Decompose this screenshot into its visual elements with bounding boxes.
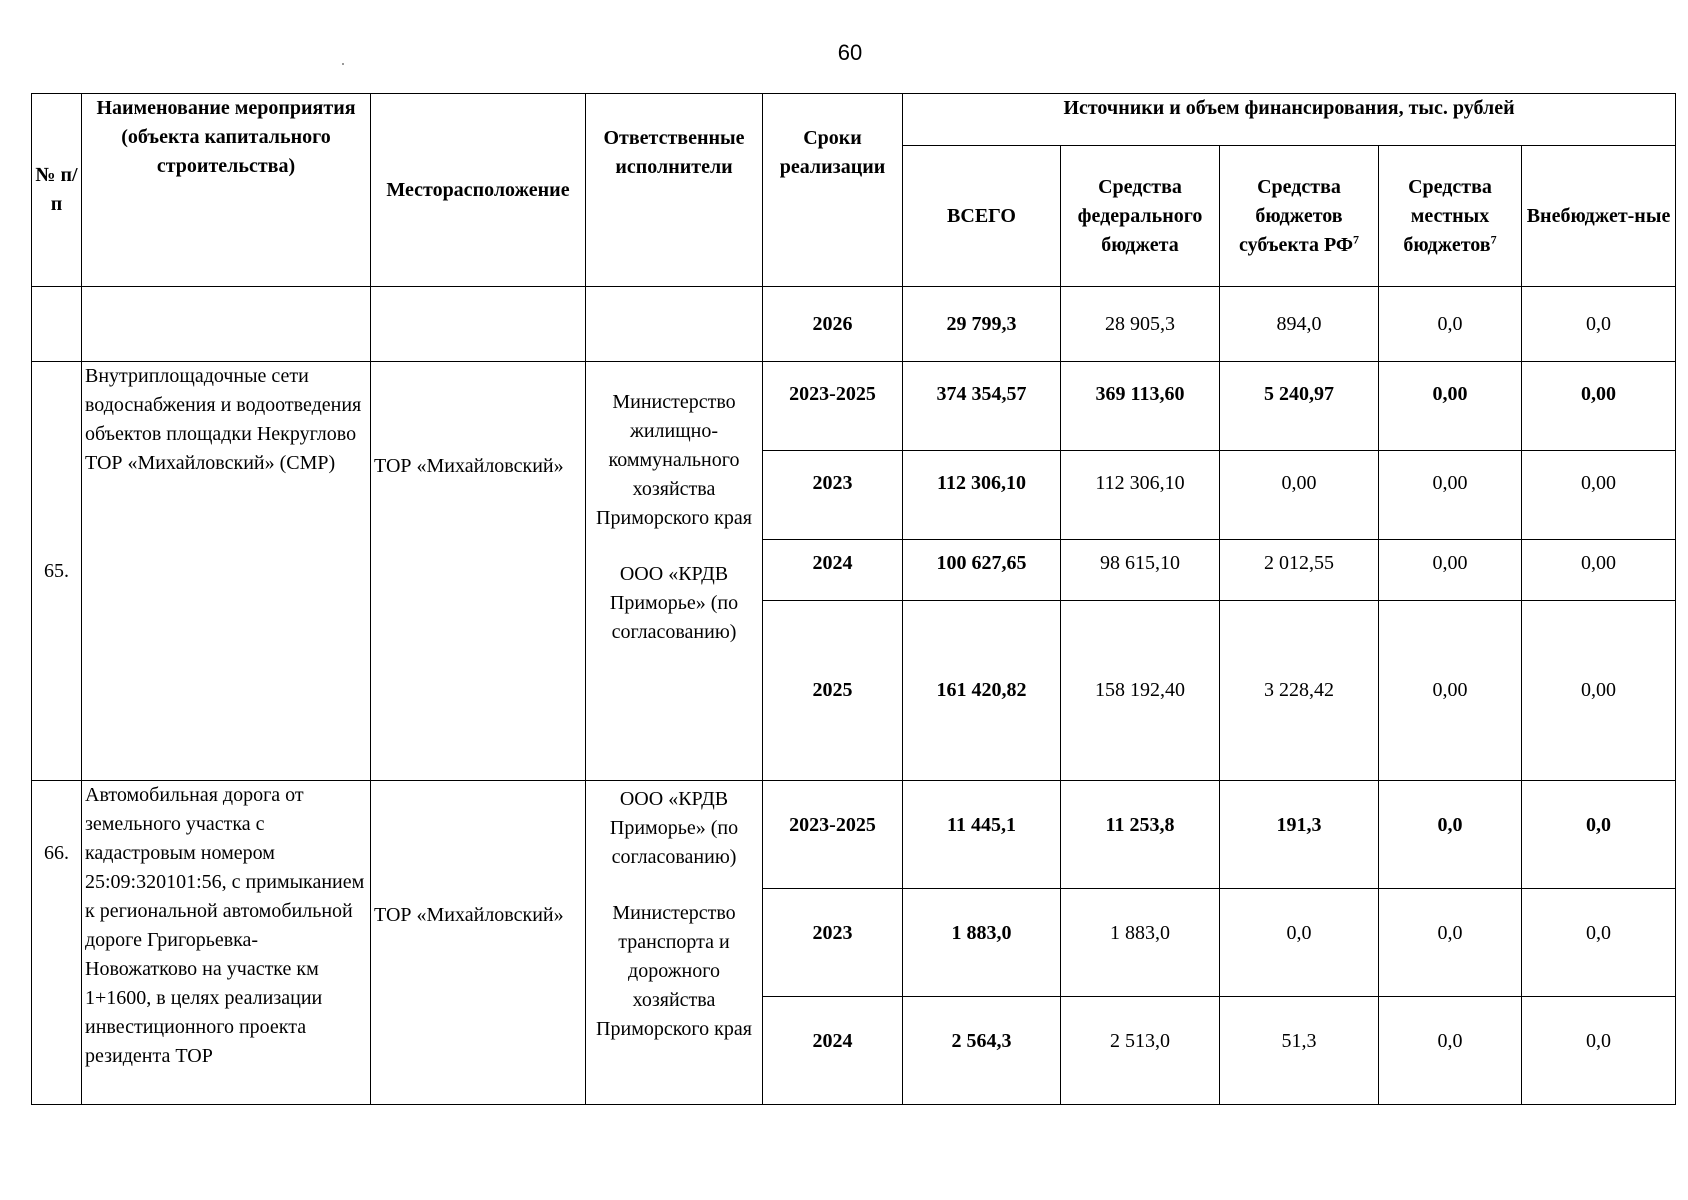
item-name: Автомобильная дорога от земельного участка с кадастровым номером 25:09:320101:56, с примыканием к региональной автомобильной дороге Григорьевка-Новожатково на участке км 1+1600, в целях реализации инвестиционного проекта резидента ТОР: [82, 781, 371, 1105]
item-number: 66.: [32, 781, 82, 1105]
cell-local: 0,00: [1379, 362, 1522, 451]
cell-total: 11 445,1: [903, 781, 1061, 889]
cell-federal: 158 192,40: [1061, 601, 1220, 781]
cell-year: 2023-2025: [763, 781, 903, 889]
item-number: 65.: [32, 362, 82, 781]
cell-total: 1 883,0: [903, 889, 1061, 997]
responsible-krdv: ООО «КРДВ Приморье» (по согласованию): [609, 788, 739, 868]
cell-federal: 1 883,0: [1061, 889, 1220, 997]
cell-extra: 0,00: [1522, 451, 1676, 540]
cell-extra: 0,0: [1522, 997, 1676, 1105]
cell-total: 2 564,3: [903, 997, 1061, 1105]
table-row: [32, 362, 1676, 451]
cell-extra: 0,00: [1522, 601, 1676, 781]
cell-extra: 0,0: [1522, 287, 1676, 362]
page-number: 60: [837, 40, 863, 65]
financing-table: [31, 93, 1676, 1105]
cell-federal: 369 113,60: [1061, 362, 1220, 451]
header-local: Средства местных бюджетов$^7$: [1379, 146, 1522, 287]
cell-regional: 0,0: [1220, 889, 1379, 997]
cell-year: 2024: [763, 997, 903, 1105]
item-location: ТОР «Михайловский»: [371, 362, 586, 781]
cell-year: 2023-2025: [763, 362, 903, 451]
cell-empty: [82, 287, 371, 362]
cell-extra: 0,0: [1522, 889, 1676, 997]
cell-federal: 112 306,10: [1061, 451, 1220, 540]
cell-federal: 2 513,0: [1061, 997, 1220, 1105]
cell-total: 161 420,82: [903, 601, 1061, 781]
scan-speck: [342, 63, 344, 65]
item-location: ТОР «Михайловский»: [371, 781, 586, 1105]
cell-regional: 5 240,97: [1220, 362, 1379, 451]
cell-total: 100 627,65: [903, 540, 1061, 601]
cell-year: 2023: [763, 451, 903, 540]
cell-regional: 191,3: [1220, 781, 1379, 889]
cell-year: 2026: [763, 287, 903, 362]
table-row: [32, 287, 1676, 362]
cell-local: 0,00: [1379, 540, 1522, 601]
cell-empty: [32, 287, 82, 362]
cell-regional: 51,3: [1220, 997, 1379, 1105]
cell-federal: 11 253,8: [1061, 781, 1220, 889]
cell-extra: 0,00: [1522, 362, 1676, 451]
cell-total: 112 306,10: [903, 451, 1061, 540]
header-location: Месторасположение: [371, 94, 586, 287]
cell-year: 2024: [763, 540, 903, 601]
header-federal: Средства федерального бюджета: [1061, 146, 1220, 287]
cell-local: 0,00: [1379, 601, 1522, 781]
cell-federal: 98 615,10: [1061, 540, 1220, 601]
header-responsible: Ответственные исполнители: [586, 94, 763, 287]
item-responsible: [586, 362, 763, 781]
cell-federal: 28 905,3: [1061, 287, 1220, 362]
cell-local: 0,0: [1379, 889, 1522, 997]
cell-regional: 2 012,55: [1220, 540, 1379, 601]
cell-total: 374 354,57: [903, 362, 1061, 451]
header-sources: Источники и объем финансирования, тыс. рублей: [903, 94, 1676, 146]
cell-local: 0,00: [1379, 451, 1522, 540]
cell-extra: 0,00: [1522, 540, 1676, 601]
responsible-ministry: Министерство жилищно-коммунального хозяйства Приморского края: [596, 391, 752, 529]
responsible-ministry: Министерство транспорта и дорожного хозяйства Приморского края: [596, 902, 752, 1040]
header-period: Сроки реализации: [763, 94, 903, 287]
cell-year: 2025: [763, 601, 903, 781]
header-regional: Средства бюджетов субъекта $РФ^7$: [1220, 146, 1379, 287]
cell-extra: 0,0: [1522, 781, 1676, 889]
item-name: Внутриплощадочные сети водоснабжения и водоотведения объектов площадки Некруглово ТОР «Михайловский» (СМР): [82, 362, 371, 781]
cell-total: 29 799,3: [903, 287, 1061, 362]
cell-empty: [371, 287, 586, 362]
cell-regional: 894,0: [1220, 287, 1379, 362]
item-responsible: [586, 781, 763, 1105]
table-row: [32, 781, 1676, 889]
header-num: № п/п: [32, 94, 82, 287]
cell-year: 2023: [763, 889, 903, 997]
cell-local: 0,0: [1379, 781, 1522, 889]
cell-empty: [586, 287, 763, 362]
header-total: ВСЕГО: [903, 146, 1061, 287]
responsible-krdv: ООО «КРДВ Приморье» (по согласованию): [609, 563, 739, 643]
cell-local: 0,0: [1379, 997, 1522, 1105]
cell-regional: 0,00: [1220, 451, 1379, 540]
cell-regional: 3 228,42: [1220, 601, 1379, 781]
cell-local: 0,0: [1379, 287, 1522, 362]
header-name: Наименование мероприятия (объекта капитального строительства): [82, 94, 371, 287]
header-extra: Внебюджет-ные: [1522, 146, 1676, 287]
